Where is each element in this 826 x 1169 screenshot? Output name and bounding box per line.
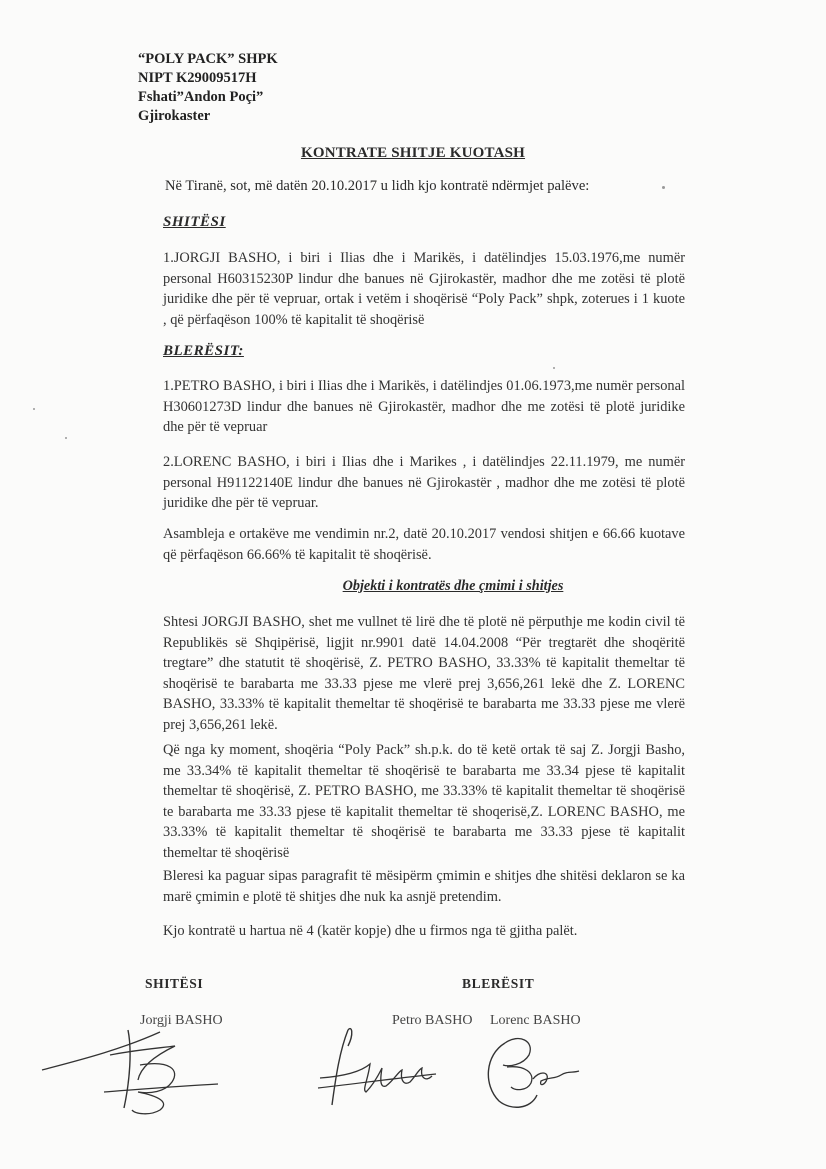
- seller-signature-name: Jorgji BASHO: [140, 1013, 223, 1028]
- assembly-paragraph: Asambleja e ortakëve me vendimin nr.2, datë 20.10.2017 vendosi shitjen e 66.66 kuotave që përfaqëson 66.66% të kapitalit të shoqërisë.: [163, 526, 685, 563]
- buyer2-signature: [475, 1025, 585, 1115]
- company-name: “POLY PACK” SHPK: [138, 51, 278, 67]
- object-paragraph: Shtesi JORGJI BASHO, shet me vullnet të lirë dhe të plotë në përputhje me kodin civil të Republikës së Shqipërisë, ligjit nr.9901 datë 14.04.2008 “Për tregtarët dhe shoqëritë tregtare” dhe statutit të shoqërisë, Z. PETRO BASHO, 33.33% të kapitalit themeltar të shoqërisë te barabarta me 33.33 pjese me vlerë prej 3,656,261 lekë dhe Z. LORENC BASHO, 33.33% të kapitalit themeltar të shoqërisë te barabarta me 33.33 pjese me vlerë prej 3,656,261 lekë.: [163, 614, 685, 733]
- scan-speck: [662, 186, 665, 189]
- buyer2-signature-name: Lorenc BASHO: [490, 1013, 581, 1028]
- copies-paragraph: Kjo kontratë u hartua në 4 (katër kopje) dhe u firmos nga të gjitha palët.: [163, 923, 578, 939]
- seller-section-label: SHITËSI: [163, 214, 226, 230]
- document-title: KONTRATE SHITJE KUOTASH: [300, 145, 526, 161]
- object-heading: Objekti i kontratës dhe çmimi i shitjes: [342, 578, 564, 594]
- seller-signature: [40, 1010, 220, 1120]
- buyers-signature-label: BLERËSIT: [462, 976, 535, 991]
- seller-paragraph: 1.JORGJI BASHO, i biri i Ilias dhe i Marikës, i datëlindjes 15.03.1976,me numër personal H60315230P lindur dhe banues në Gjirokastër, madhor dhe me zotësi të plotë juridike dhe për të vepruar, ortak i vetëm i shoqërisë “Poly Pack” shpk, zoterues i 1 kuote , që përfaqëson 100% të kapitalit të shoqërisë: [163, 250, 685, 328]
- company-header: [138, 50, 278, 126]
- seller-signature-label: SHITËSI: [145, 976, 204, 991]
- company-village: Fshati”Andon Poçi”: [138, 89, 264, 105]
- intro-line: Në Tiranë, sot, më datën 20.10.2017 u lidh kjo kontratë ndërmjet palëve:: [165, 178, 590, 194]
- company-city: Gjirokaster: [138, 108, 211, 124]
- buyers-section-label: BLERËSIT:: [163, 343, 244, 359]
- scan-speck: [65, 437, 67, 439]
- buyer1-signature-name: Petro BASHO: [392, 1013, 473, 1028]
- payment-paragraph: Bleresi ka paguar sipas paragrafit të mësipërm çmimin e shitjes dhe shitësi deklaron se ka marë çmimin e plotë të shitjes dhe nuk ka asnjë pretendim.: [163, 868, 685, 905]
- buyer1-signature: [318, 1020, 458, 1110]
- buyer2-paragraph: 2.LORENC BASHO, i biri i Ilias dhe i Marikes , i datëlindjes 22.11.1979, me numër personal H91122140E lindur dhe banues në Gjirokastër , madhor dhe me zotësi të plotë juridike dhe për të vepruar.: [163, 454, 685, 511]
- scan-speck: [553, 367, 555, 369]
- moment-paragraph: Që nga ky moment, shoqëria “Poly Pack” sh.p.k. do të ketë ortak të saj Z. Jorgji Basho, me 33.34% të kapitalit themeltar të shoqërisë te barabarta me 33.34 pjese të kapitalit themeltar të shoqërisë, Z. PETRO BASHO, me 33.33% të kapitalit themeltar të shoqërisë te barabarta me 33.33 pjese të kapitalit themeltar të shoqerisë,Z. LORENC BASHO, me 33.33% të kapitalit themeltar të shoqërisë te barabarta me 33.33 pjese të kapitalit themeltar të shoqërisë: [163, 742, 685, 861]
- scan-speck: [33, 408, 35, 410]
- company-nipt: NIPT K29009517H: [138, 70, 257, 86]
- buyer1-paragraph: 1.PETRO BASHO, i biri i Ilias dhe i Marikës, i datëlindjes 01.06.1973,me numër personal H30601273D lindur dhe banues në Gjirokastër, madhor dhe me zotësi të plotë juridike dhe për të vepruar: [163, 378, 685, 435]
